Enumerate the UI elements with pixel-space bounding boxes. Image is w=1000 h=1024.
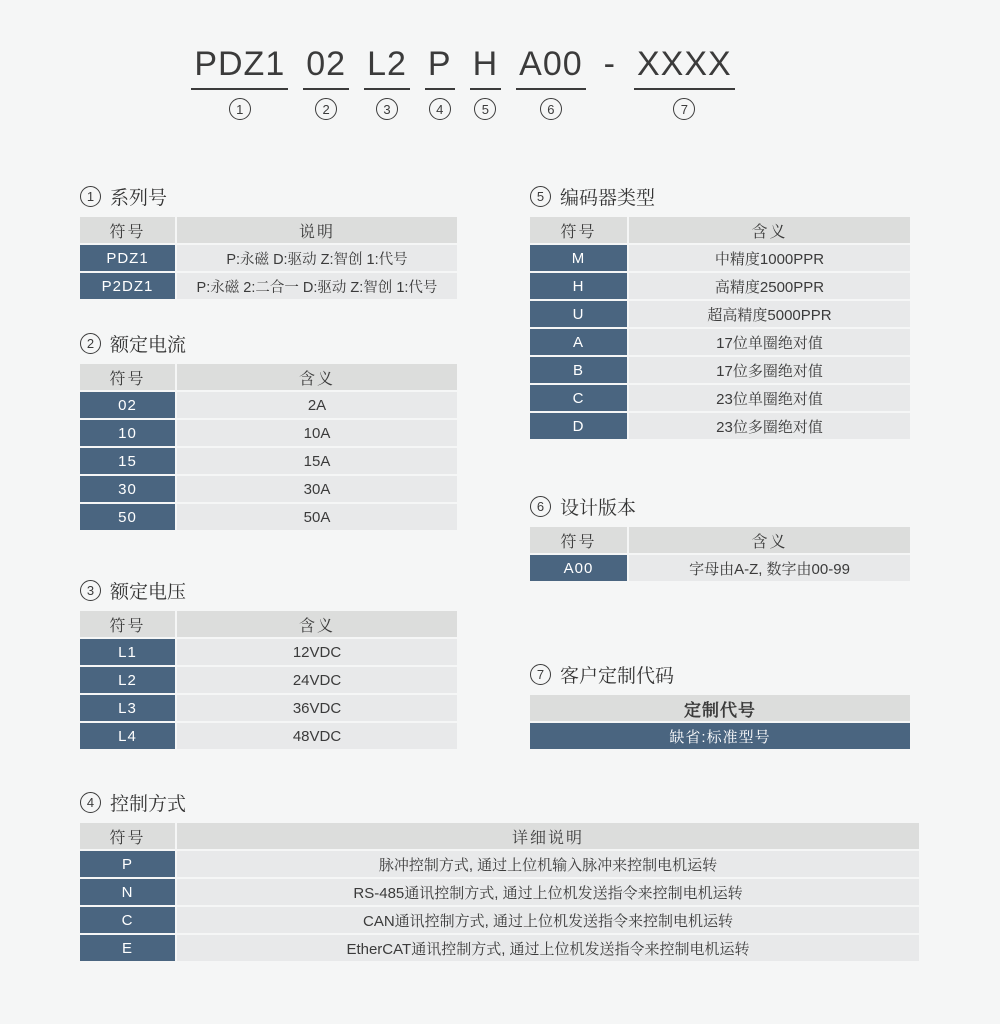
- section-number-1-icon: 1: [80, 186, 101, 207]
- symbol-cell: A00: [530, 555, 627, 581]
- table-row: [80, 695, 457, 721]
- meaning-cell: 中精度1000PPR: [629, 245, 910, 271]
- segment-number-6-icon: 6: [540, 98, 562, 120]
- detail-cell: EtherCAT通讯控制方式, 通过上位机发送指令来控制电机运转: [177, 935, 919, 961]
- table-row: [80, 639, 457, 665]
- table-row: [530, 723, 910, 749]
- meaning-cell: 48VDC: [177, 723, 457, 749]
- table-row: [80, 420, 457, 446]
- meaning-cell: 字母由A-Z, 数字由00-99: [629, 555, 910, 581]
- table-row: [80, 851, 919, 877]
- symbol-cell: 10: [80, 420, 175, 446]
- section-custom-label: 客户定制代码: [560, 665, 675, 687]
- column-header-meaning: 含义: [629, 217, 910, 243]
- meaning-cell: 高精度2500PPR: [629, 273, 910, 299]
- table-row: [80, 723, 457, 749]
- meaning-cell: 12VDC: [177, 639, 457, 665]
- segment-number-3-icon: 3: [376, 98, 398, 120]
- table-row: [80, 245, 457, 271]
- detail-cell: CAN通讯控制方式, 通过上位机发送指令来控制电机运转: [177, 907, 919, 933]
- symbol-cell: 02: [80, 392, 175, 418]
- symbol-cell: E: [80, 935, 175, 961]
- model-segment-series: [191, 46, 288, 120]
- table-header-row: [80, 611, 457, 637]
- section-encoder-label: 编码器类型: [560, 187, 656, 209]
- column-header-symbol: 符号: [530, 217, 627, 243]
- section-number-3-icon: 3: [80, 580, 101, 601]
- segment-number-4-icon: 4: [429, 98, 451, 120]
- section-number-2-icon: 2: [80, 333, 101, 354]
- table-header-row: [80, 823, 919, 849]
- section-control-label: 控制方式: [110, 793, 187, 815]
- meaning-cell: 17位单圈绝对值: [629, 329, 910, 355]
- table-row: [80, 273, 457, 299]
- section-series-label: 系列号: [110, 187, 168, 209]
- model-segment-custom: [634, 46, 735, 120]
- model-segment-current: [303, 46, 349, 120]
- table-row: [530, 357, 910, 383]
- meaning-cell: P:永磁 2:二合一 D:驱动 Z:智创 1:代号: [177, 273, 457, 299]
- section-encoder-title: [530, 184, 910, 208]
- table-row: [80, 504, 457, 530]
- symbol-cell: N: [80, 879, 175, 905]
- model-segment-code: P: [425, 46, 455, 90]
- column-header-symbol: 符号: [80, 217, 175, 243]
- table-row: [530, 555, 910, 581]
- symbol-cell: U: [530, 301, 627, 327]
- version-table: [530, 527, 910, 581]
- section-number-4-icon: 4: [80, 792, 101, 813]
- table-row: [80, 476, 457, 502]
- model-segment-control: [425, 46, 455, 120]
- section-version-label: 设计版本: [560, 497, 637, 519]
- model-segment-code: PDZ1: [191, 46, 288, 90]
- custom-code-table: [530, 695, 910, 749]
- table-row: [530, 245, 910, 271]
- default-value-cell: 缺省:标准型号: [530, 723, 910, 749]
- column-header-symbol: 符号: [80, 823, 175, 849]
- symbol-cell: D: [530, 413, 627, 439]
- section-custom-title: [530, 662, 910, 686]
- section-current-title: [80, 331, 457, 355]
- table-header-row: [530, 695, 910, 721]
- meaning-cell: 24VDC: [177, 667, 457, 693]
- current-table: [80, 364, 457, 530]
- symbol-cell: P2DZ1: [80, 273, 175, 299]
- table-row: [530, 273, 910, 299]
- symbol-cell: L1: [80, 639, 175, 665]
- section-current-label: 额定电流: [110, 334, 187, 356]
- section-number-7-icon: 7: [530, 664, 551, 685]
- column-header-meaning: 含义: [177, 364, 457, 390]
- table-row: [530, 385, 910, 411]
- meaning-cell: 10A: [177, 420, 457, 446]
- section-number-5-icon: 5: [530, 186, 551, 207]
- meaning-cell: 15A: [177, 448, 457, 474]
- table-row: [530, 301, 910, 327]
- symbol-cell: B: [530, 357, 627, 383]
- table-row: [80, 879, 919, 905]
- column-header-detail: 详细说明: [177, 823, 919, 849]
- symbol-cell: C: [80, 907, 175, 933]
- section-number-6-icon: 6: [530, 496, 551, 517]
- symbol-cell: M: [530, 245, 627, 271]
- table-header-row: [530, 527, 910, 553]
- meaning-cell: 17位多圈绝对值: [629, 357, 910, 383]
- section-version-title: [530, 494, 910, 518]
- symbol-cell: 50: [80, 504, 175, 530]
- model-segment-dash: [601, 46, 619, 90]
- table-header-row: [530, 217, 910, 243]
- table-row: [530, 413, 910, 439]
- section-voltage-label: 额定电压: [110, 581, 187, 603]
- column-header-meaning: 含义: [177, 611, 457, 637]
- section-series: [80, 184, 457, 299]
- model-segment-dash-text: -: [603, 45, 616, 83]
- column-header-custom-code: 定制代号: [530, 695, 910, 721]
- column-header-symbol: 符号: [80, 611, 175, 637]
- model-segment-encoder: [470, 46, 502, 120]
- meaning-cell: 超高精度5000PPR: [629, 301, 910, 327]
- column-header-description: 说明: [177, 217, 457, 243]
- symbol-cell: L4: [80, 723, 175, 749]
- encoder-table: [530, 217, 910, 439]
- meaning-cell: 36VDC: [177, 695, 457, 721]
- table-row: [80, 907, 919, 933]
- symbol-cell: H: [530, 273, 627, 299]
- section-series-title: [80, 184, 457, 208]
- column-header-symbol: 符号: [530, 527, 627, 553]
- model-segment-code: H: [470, 46, 502, 90]
- voltage-table: [80, 611, 457, 749]
- section-control-title: [80, 790, 919, 814]
- model-segment-version: [516, 46, 586, 120]
- table-header-row: [80, 217, 457, 243]
- table-row: [530, 329, 910, 355]
- segment-number-5-icon: 5: [474, 98, 496, 120]
- section-rated-current: [80, 331, 457, 530]
- model-segment-code: A00: [516, 46, 586, 90]
- control-table: [80, 823, 919, 961]
- segment-number-7-icon: 7: [673, 98, 695, 120]
- symbol-cell: L3: [80, 695, 175, 721]
- symbol-cell: 15: [80, 448, 175, 474]
- detail-cell: RS-485通讯控制方式, 通过上位机发送指令来控制电机运转: [177, 879, 919, 905]
- meaning-cell: 50A: [177, 504, 457, 530]
- segment-number-2-icon: 2: [315, 98, 337, 120]
- section-design-version: [530, 494, 910, 581]
- symbol-cell: 30: [80, 476, 175, 502]
- symbol-cell: C: [530, 385, 627, 411]
- model-segment-code: XXXX: [634, 46, 735, 90]
- column-header-symbol: 符号: [80, 364, 175, 390]
- table-row: [80, 448, 457, 474]
- meaning-cell: 23位多圈绝对值: [629, 413, 910, 439]
- model-segment-code: 02: [303, 46, 349, 90]
- table-row: [80, 392, 457, 418]
- section-voltage-title: [80, 578, 457, 602]
- segment-number-1-icon: 1: [229, 98, 251, 120]
- section-custom-code: [530, 662, 910, 749]
- model-code-header: [0, 46, 926, 120]
- series-table: [80, 217, 457, 299]
- symbol-cell: PDZ1: [80, 245, 175, 271]
- symbol-cell: L2: [80, 667, 175, 693]
- section-rated-voltage: [80, 578, 457, 749]
- meaning-cell: 2A: [177, 392, 457, 418]
- symbol-cell: A: [530, 329, 627, 355]
- meaning-cell: P:永磁 D:驱动 Z:智创 1:代号: [177, 245, 457, 271]
- section-encoder-type: [530, 184, 910, 439]
- section-control-mode: [80, 790, 919, 961]
- detail-cell: 脉冲控制方式, 通过上位机输入脉冲来控制电机运转: [177, 851, 919, 877]
- table-row: [80, 667, 457, 693]
- model-segment-code: L2: [364, 46, 410, 90]
- column-header-meaning: 含义: [629, 527, 910, 553]
- meaning-cell: 23位单圈绝对值: [629, 385, 910, 411]
- symbol-cell: P: [80, 851, 175, 877]
- meaning-cell: 30A: [177, 476, 457, 502]
- table-header-row: [80, 364, 457, 390]
- table-row: [80, 935, 919, 961]
- model-segment-voltage: [364, 46, 410, 120]
